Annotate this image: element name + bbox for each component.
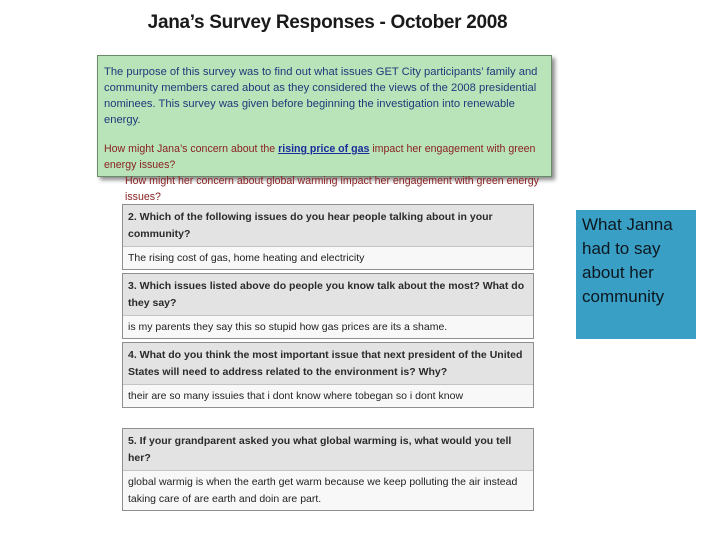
survey-answer: their are so many issuies that i dont know where tobegan so i dont know bbox=[123, 385, 533, 407]
survey-answer: is my parents they say this so stupid how gas prices are its a shame. bbox=[123, 316, 533, 338]
question-1-prefix: How might Jana’s concern about the bbox=[104, 143, 279, 155]
question-1-suffix: impact her engagement with green energy issues? bbox=[104, 143, 536, 171]
survey-question: 5. If your grandparent asked you what global warming is, what would you tell her? bbox=[123, 429, 533, 471]
response-card-5 bbox=[122, 428, 534, 511]
reflection-question-1 bbox=[104, 141, 545, 173]
page-title: Jana’s Survey Responses - October 2008 bbox=[147, 12, 508, 33]
intro-paragraph: The purpose of this survey was to find out what issues GET City participants’ family and community members cared about as they considered the views of the 2008 presidential nominees. This survey was given before beginning the investigation into renewable energy. bbox=[104, 66, 538, 126]
survey-question: 3. Which issues listed above do people you know talk about the most? What do they say? bbox=[123, 274, 533, 316]
survey-answer: global warmig is when the earth get warm because we keep polluting the air instead taking care of are earth and doin are part. bbox=[123, 471, 533, 510]
response-card-4 bbox=[122, 342, 534, 408]
survey-answer: The rising cost of gas, home heating and electricity bbox=[123, 247, 533, 269]
response-card-3 bbox=[122, 273, 534, 339]
survey-question: 2. Which of the following issues do you hear people talking about in your community? bbox=[123, 205, 533, 247]
response-card-2 bbox=[122, 204, 534, 270]
rising-gas-price-link[interactable]: rising price of gas bbox=[278, 143, 370, 155]
reflection-question-2: How might her concern about global warming impact her engagement with green energy issues? bbox=[125, 175, 539, 203]
survey-question: 4. What do you think the most important issue that next president of the United States will need to address related to the environment is? Why? bbox=[123, 343, 533, 385]
intro-box bbox=[97, 55, 552, 203]
callout-note: What Janna had to say about her community bbox=[576, 210, 696, 339]
